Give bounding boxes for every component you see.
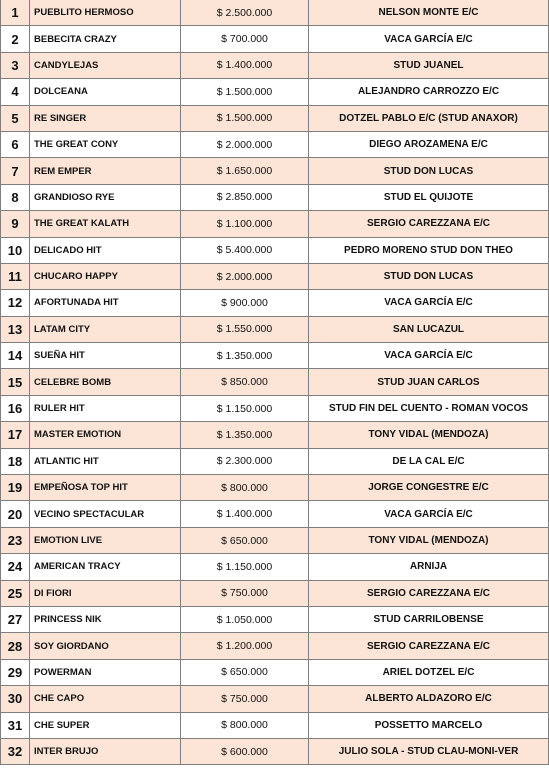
horse-name-cell: DI FIORI — [30, 580, 181, 606]
horse-name-cell: AMERICAN TRACY — [30, 554, 181, 580]
lot-number-cell: 12 — [1, 290, 30, 316]
price-cell: $ 2.000.000 — [181, 131, 309, 157]
horse-name-cell: BEBECITA CRAZY — [30, 26, 181, 52]
table-row — [1, 290, 549, 316]
horse-name-cell: DELICADO HIT — [30, 237, 181, 263]
owner-cell: ARNIJA — [309, 554, 549, 580]
horse-name-cell: EMOTION LIVE — [30, 527, 181, 553]
horse-name-cell: VECINO SPECTACULAR — [30, 501, 181, 527]
owner-cell: STUD EL QUIJOTE — [309, 184, 549, 210]
owner-cell: PEDRO MORENO STUD DON THEO — [309, 237, 549, 263]
price-cell: $ 1.500.000 — [181, 105, 309, 131]
horse-name-cell: MASTER EMOTION — [30, 422, 181, 448]
horse-name-cell: PRINCESS NIK — [30, 606, 181, 632]
owner-cell: NELSON MONTE E/C — [309, 0, 549, 26]
owner-cell: DOTZEL PABLO E/C (STUD ANAXOR) — [309, 105, 549, 131]
owner-cell: STUD JUAN CARLOS — [309, 369, 549, 395]
lot-number-cell: 20 — [1, 501, 30, 527]
owner-cell: STUD JUANEL — [309, 52, 549, 78]
horse-name-cell: ATLANTIC HIT — [30, 448, 181, 474]
owner-cell: STUD CARRILOBENSE — [309, 606, 549, 632]
price-cell: $ 900.000 — [181, 290, 309, 316]
table-row — [1, 316, 549, 342]
table-row — [1, 237, 549, 263]
price-cell: $ 1.650.000 — [181, 158, 309, 184]
owner-cell: JORGE CONGESTRE E/C — [309, 475, 549, 501]
price-cell: $ 2.850.000 — [181, 184, 309, 210]
lot-number-cell: 15 — [1, 369, 30, 395]
table-body — [1, 0, 549, 765]
table-row — [1, 158, 549, 184]
horse-name-cell: POWERMAN — [30, 659, 181, 685]
table-row — [1, 211, 549, 237]
lot-number-cell: 23 — [1, 527, 30, 553]
horse-name-cell: CHE CAPO — [30, 686, 181, 712]
price-cell: $ 5.400.000 — [181, 237, 309, 263]
owner-cell: JULIO SOLA - STUD CLAU-MONI-VER — [309, 738, 549, 764]
price-cell: $ 800.000 — [181, 475, 309, 501]
lot-number-cell: 16 — [1, 395, 30, 421]
horse-name-cell: INTER BRUJO — [30, 738, 181, 764]
horse-name-cell: RULER HIT — [30, 395, 181, 421]
table-row — [1, 606, 549, 632]
lot-number-cell: 14 — [1, 343, 30, 369]
owner-cell: DE LA CAL E/C — [309, 448, 549, 474]
owner-cell: SAN LUCAZUL — [309, 316, 549, 342]
horse-name-cell: THE GREAT KALATH — [30, 211, 181, 237]
price-cell: $ 750.000 — [181, 686, 309, 712]
owner-cell: TONY VIDAL (MENDOZA) — [309, 527, 549, 553]
lot-number-cell: 11 — [1, 263, 30, 289]
table-row — [1, 686, 549, 712]
horse-name-cell: AFORTUNADA HIT — [30, 290, 181, 316]
horse-name-cell: THE GREAT CONY — [30, 131, 181, 157]
lot-number-cell: 29 — [1, 659, 30, 685]
owner-cell: ALEJANDRO CARROZZO E/C — [309, 79, 549, 105]
table-row — [1, 105, 549, 131]
owner-cell: ARIEL DOTZEL E/C — [309, 659, 549, 685]
owner-cell: VACA GARCÍA E/C — [309, 290, 549, 316]
lot-number-cell: 4 — [1, 79, 30, 105]
price-cell: $ 1.500.000 — [181, 79, 309, 105]
price-cell: $ 650.000 — [181, 659, 309, 685]
table-row — [1, 184, 549, 210]
owner-cell: VACA GARCÍA E/C — [309, 26, 549, 52]
price-cell: $ 1.400.000 — [181, 52, 309, 78]
horse-name-cell: EMPEÑOSA TOP HIT — [30, 475, 181, 501]
price-cell: $ 1.350.000 — [181, 343, 309, 369]
price-cell: $ 1.550.000 — [181, 316, 309, 342]
table-row — [1, 52, 549, 78]
lot-number-cell: 25 — [1, 580, 30, 606]
lot-number-cell: 7 — [1, 158, 30, 184]
owner-cell: DIEGO AROZAMENA E/C — [309, 131, 549, 157]
owner-cell: SERGIO CAREZZANA E/C — [309, 633, 549, 659]
price-cell: $ 1.400.000 — [181, 501, 309, 527]
lot-number-cell: 6 — [1, 131, 30, 157]
lot-number-cell: 8 — [1, 184, 30, 210]
table-row — [1, 712, 549, 738]
horse-name-cell: REM EMPER — [30, 158, 181, 184]
table-row — [1, 422, 549, 448]
table-row — [1, 448, 549, 474]
owner-cell: TONY VIDAL (MENDOZA) — [309, 422, 549, 448]
horse-name-cell: SUEÑA HIT — [30, 343, 181, 369]
lot-number-cell: 18 — [1, 448, 30, 474]
table-row — [1, 26, 549, 52]
table-row — [1, 369, 549, 395]
horse-name-cell: CHE SUPER — [30, 712, 181, 738]
table-row — [1, 263, 549, 289]
lot-number-cell: 9 — [1, 211, 30, 237]
horse-name-cell: SOY GIORDANO — [30, 633, 181, 659]
owner-cell: VACA GARCÍA E/C — [309, 501, 549, 527]
lot-number-cell: 28 — [1, 633, 30, 659]
table-row — [1, 527, 549, 553]
owner-cell: ALBERTO ALDAZORO E/C — [309, 686, 549, 712]
price-cell: $ 2.500.000 — [181, 0, 309, 26]
horse-name-cell: CELEBRE BOMB — [30, 369, 181, 395]
table-row — [1, 501, 549, 527]
table-row — [1, 131, 549, 157]
lot-number-cell: 31 — [1, 712, 30, 738]
owner-cell: VACA GARCÍA E/C — [309, 343, 549, 369]
horse-name-cell: DOLCEANA — [30, 79, 181, 105]
lot-number-cell: 30 — [1, 686, 30, 712]
horse-name-cell: GRANDIOSO RYE — [30, 184, 181, 210]
owner-cell: SERGIO CAREZZANA E/C — [309, 580, 549, 606]
price-cell: $ 750.000 — [181, 580, 309, 606]
lot-number-cell: 27 — [1, 606, 30, 632]
horse-name-cell: RE SINGER — [30, 105, 181, 131]
horse-name-cell: PUEBLITO HERMOSO — [30, 0, 181, 26]
price-cell: $ 700.000 — [181, 26, 309, 52]
price-cell: $ 850.000 — [181, 369, 309, 395]
lot-number-cell: 2 — [1, 26, 30, 52]
lot-number-cell: 5 — [1, 105, 30, 131]
table-row — [1, 343, 549, 369]
price-cell: $ 2.300.000 — [181, 448, 309, 474]
price-cell: $ 650.000 — [181, 527, 309, 553]
lot-number-cell: 3 — [1, 52, 30, 78]
table-row — [1, 554, 549, 580]
lot-number-cell: 19 — [1, 475, 30, 501]
price-cell: $ 600.000 — [181, 738, 309, 764]
lot-number-cell: 32 — [1, 738, 30, 764]
price-cell: $ 1.350.000 — [181, 422, 309, 448]
price-cell: $ 2.000.000 — [181, 263, 309, 289]
owner-cell: STUD FIN DEL CUENTO - ROMAN VOCOS — [309, 395, 549, 421]
table-row — [1, 475, 549, 501]
lot-number-cell: 10 — [1, 237, 30, 263]
price-cell: $ 1.200.000 — [181, 633, 309, 659]
horse-name-cell: CANDYLEJAS — [30, 52, 181, 78]
table-row — [1, 580, 549, 606]
table-row — [1, 0, 549, 26]
table-row — [1, 395, 549, 421]
horse-name-cell: LATAM CITY — [30, 316, 181, 342]
table-row — [1, 633, 549, 659]
price-cell: $ 800.000 — [181, 712, 309, 738]
price-cell: $ 1.150.000 — [181, 395, 309, 421]
owner-cell: POSSETTO MARCELO — [309, 712, 549, 738]
price-cell: $ 1.050.000 — [181, 606, 309, 632]
lot-number-cell: 24 — [1, 554, 30, 580]
table-row — [1, 738, 549, 764]
horse-name-cell: CHUCARO HAPPY — [30, 263, 181, 289]
lot-number-cell: 13 — [1, 316, 30, 342]
owner-cell: STUD DON LUCAS — [309, 158, 549, 184]
owner-cell: STUD DON LUCAS — [309, 263, 549, 289]
owner-cell: SERGIO CAREZZANA E/C — [309, 211, 549, 237]
lot-number-cell: 1 — [1, 0, 30, 26]
table-row — [1, 79, 549, 105]
table-row — [1, 659, 549, 685]
price-cell: $ 1.150.000 — [181, 554, 309, 580]
lot-number-cell: 17 — [1, 422, 30, 448]
price-cell: $ 1.100.000 — [181, 211, 309, 237]
